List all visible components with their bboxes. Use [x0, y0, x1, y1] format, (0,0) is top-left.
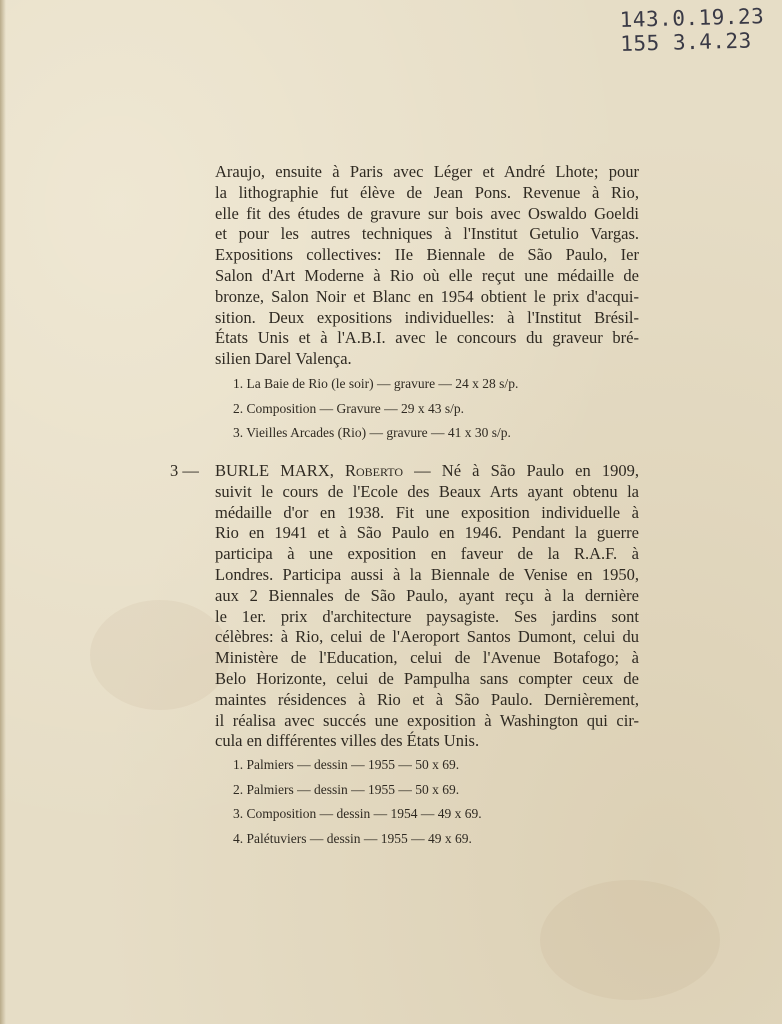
reference-line: 155 3.4.23 [620, 28, 753, 56]
text-line: il réalisa avec succés une exposition à Washington qui cir- [215, 710, 639, 730]
works-list [233, 753, 482, 851]
text-line: la lithographie fut élève de Jean Pons. Revenue à Rio, [215, 182, 639, 202]
text-line: elle fit des études de gravure sur bois avec Oswaldo Goeldi [215, 203, 639, 223]
text-line: médaille d'or en 1938. Fit une exposition individuelle à [215, 502, 639, 522]
artist-surname: BURLE MARX, [215, 461, 334, 480]
text-line: Expositions collectives: IIe Biennale de São Paulo, Ier [215, 245, 639, 265]
text-line: Londres. Participa aussi à la Biennale de Venise en 1950, [215, 564, 639, 584]
artist-birth-info: — Né à São Paulo en 1909, [414, 461, 639, 480]
artist-entry [215, 461, 639, 752]
text-line: Araujo, ensuite à Paris avec Léger et André Lhote; pour [215, 162, 639, 181]
text-line: aux 2 Biennales de São Paulo, ayant reçu à la dernière [215, 585, 639, 605]
paper-stain [90, 600, 230, 710]
work-item: 2. Palmiers — dessin — 1955 — 50 x 69. [233, 781, 460, 797]
intro-paragraph [215, 162, 639, 370]
text-line: États Unis et à l'A.B.I. avec le concours du graveur bré- [215, 328, 639, 348]
text-line: suivit le cours de l'Ecole des Beaux Arts ayant obtenu la [215, 481, 639, 501]
text-line: silien Darel Valença. [215, 349, 352, 369]
artist-first-name: Roberto [344, 461, 404, 480]
text-line: Ministère de l'Education, celui de l'Avenue Botafogo; à [215, 648, 639, 668]
work-item: 3. Composition — dessin — 1954 — 49 x 69. [233, 806, 482, 821]
text-line: sition. Deux expositions individuelles: à l'Institut Brésil- [215, 307, 639, 327]
text-line: Rio en 1941 et à São Paulo en 1946. Pendant la guerre [215, 523, 639, 543]
page-edge [0, 0, 6, 1024]
text-line: célèbres: à Rio, celui de l'Aeroport Santos Dumont, celui du [215, 627, 639, 647]
text-line: le 1er. prix d'architecture paysagiste. Ses jardins sont [215, 606, 639, 626]
text-line: participa à une exposition en faveur de la R.A.F. à [215, 544, 639, 564]
text-line: Belo Horizonte, celui de Pampulha sans compter ceux de [215, 668, 639, 688]
entry-heading-line [215, 461, 639, 482]
text-line: et pour les autres techniques à l'Institut Getulio Vargas. [215, 224, 639, 244]
work-item: 1. La Baie de Rio (le soir) — gravure — 24 x 28 s/p. [233, 376, 519, 391]
text-line: cula en différentes villes des États Unis. [215, 731, 480, 751]
entry-number: 3 — [170, 461, 199, 480]
handwritten-reference [619, 4, 770, 56]
work-item: 3. Vieilles Arcades (Rio) — gravure — 41 x 30 s/p. [233, 425, 511, 440]
work-item: 1. Palmiers — dessin — 1955 — 50 x 69. [233, 757, 460, 772]
reference-line: 143.0.19.23 [619, 4, 765, 32]
paper-stain [540, 880, 720, 1000]
text-line: maintes résidences à Rio et à São Paulo. Dernièrement, [215, 689, 639, 709]
text-line: bronze, Salon Noir et Blanc en 1954 obtient le prix d'acqui- [215, 286, 639, 306]
works-list [233, 372, 518, 446]
work-item: 2. Composition — Gravure — 29 x 43 s/p. [233, 400, 464, 416]
text-line: Salon d'Art Moderne à Rio où elle reçut une médaille de [215, 265, 639, 285]
work-item: 4. Palétuviers — dessin — 1955 — 49 x 69. [233, 830, 472, 846]
